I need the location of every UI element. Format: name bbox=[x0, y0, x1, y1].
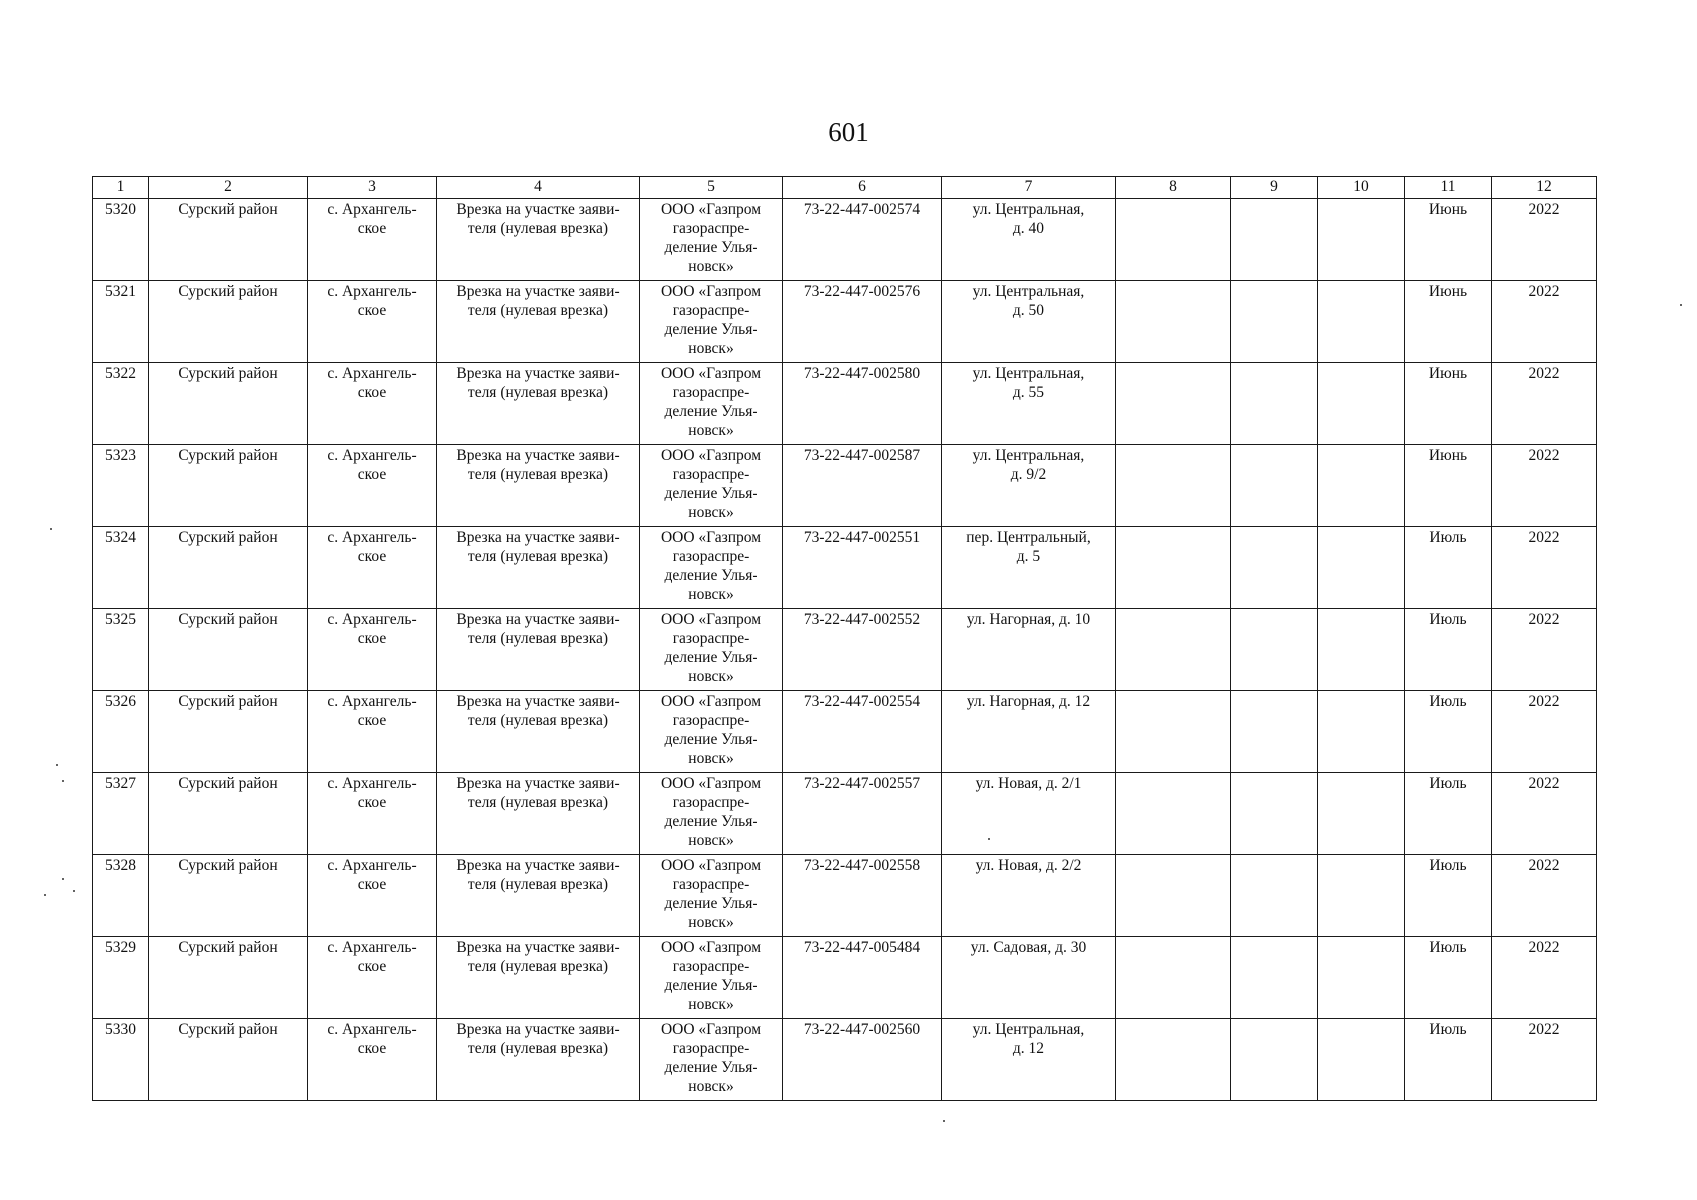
cell-work-type-line: теля (нулевая врезка) bbox=[467, 712, 609, 729]
cell-organization-line: новск» bbox=[688, 1078, 734, 1095]
cell-organization-line: деление Улья- bbox=[664, 567, 758, 584]
cell-organization bbox=[640, 445, 783, 527]
cell-organization-line: деление Улья- bbox=[664, 239, 758, 256]
cell-work-type bbox=[437, 937, 640, 1019]
scan-speck bbox=[62, 878, 64, 880]
cell-organization bbox=[640, 363, 783, 445]
cell-organization-line: новск» bbox=[688, 258, 734, 275]
cell-col-8 bbox=[1116, 855, 1231, 937]
cell-object-code: 73-22-447-002587 bbox=[783, 445, 942, 527]
cell-address-line: ул. Новая, д. 2/2 bbox=[975, 857, 1082, 874]
table-row bbox=[93, 609, 1597, 691]
cell-settlement-line: с. Архангель- bbox=[327, 283, 417, 300]
cell-organization-line: газораспре- bbox=[672, 794, 750, 811]
cell-organization-line: деление Улья- bbox=[664, 1059, 758, 1076]
cell-object-code: 73-22-447-002557 bbox=[783, 773, 942, 855]
cell-number: 5329 bbox=[93, 937, 149, 1019]
cell-work-type bbox=[437, 609, 640, 691]
cell-organization bbox=[640, 527, 783, 609]
cell-organization-line: газораспре- bbox=[672, 466, 750, 483]
cell-address bbox=[942, 281, 1116, 363]
scan-speck bbox=[1680, 304, 1682, 306]
cell-organization-line: ООО «Газпром bbox=[660, 857, 762, 874]
cell-district: Сурский район bbox=[149, 281, 308, 363]
cell-settlement bbox=[308, 1019, 437, 1101]
cell-month: Июнь bbox=[1405, 281, 1492, 363]
cell-organization-line: газораспре- bbox=[672, 876, 750, 893]
cell-organization-line: ООО «Газпром bbox=[660, 1021, 762, 1038]
cell-object-code: 73-22-447-002580 bbox=[783, 363, 942, 445]
cell-organization-line: газораспре- bbox=[672, 1040, 750, 1057]
cell-number: 5323 bbox=[93, 445, 149, 527]
cell-settlement-line: с. Архангель- bbox=[327, 693, 417, 710]
cell-address-line: д. 40 bbox=[1012, 220, 1045, 237]
cell-organization-line: новск» bbox=[688, 422, 734, 439]
page-number: 601 bbox=[828, 117, 869, 147]
cell-year: 2022 bbox=[1492, 937, 1597, 1019]
cell-district: Сурский район bbox=[149, 855, 308, 937]
cell-month: Июль bbox=[1405, 773, 1492, 855]
cell-work-type-line: теля (нулевая врезка) bbox=[467, 384, 609, 401]
cell-work-type-line: Врезка на участке заяви- bbox=[456, 365, 620, 382]
cell-organization-line: деление Улья- bbox=[664, 977, 758, 994]
cell-col-10 bbox=[1318, 527, 1405, 609]
cell-organization-line: газораспре- bbox=[672, 220, 750, 237]
table-row bbox=[93, 527, 1597, 609]
cell-work-type bbox=[437, 1019, 640, 1101]
cell-year: 2022 bbox=[1492, 609, 1597, 691]
cell-work-type-line: Врезка на участке заяви- bbox=[456, 775, 620, 792]
table-row bbox=[93, 199, 1597, 281]
cell-work-type-line: теля (нулевая врезка) bbox=[467, 548, 609, 565]
cell-settlement-line: ское bbox=[357, 876, 387, 893]
cell-organization-line: газораспре- bbox=[672, 712, 750, 729]
cell-col-8 bbox=[1116, 199, 1231, 281]
cell-col-8 bbox=[1116, 773, 1231, 855]
cell-month: Июнь bbox=[1405, 363, 1492, 445]
cell-work-type bbox=[437, 281, 640, 363]
cell-work-type bbox=[437, 527, 640, 609]
cell-organization-line: ООО «Газпром bbox=[660, 201, 762, 218]
cell-col-10 bbox=[1318, 363, 1405, 445]
cell-organization-line: деление Улья- bbox=[664, 403, 758, 420]
cell-col-8 bbox=[1116, 363, 1231, 445]
column-header-3: 3 bbox=[308, 177, 437, 199]
table-row bbox=[93, 363, 1597, 445]
cell-col-9 bbox=[1231, 1019, 1318, 1101]
cell-work-type-line: Врезка на участке заяви- bbox=[456, 283, 620, 300]
cell-settlement-line: ское bbox=[357, 302, 387, 319]
cell-object-code: 73-22-447-002551 bbox=[783, 527, 942, 609]
cell-organization-line: новск» bbox=[688, 586, 734, 603]
cell-col-10 bbox=[1318, 609, 1405, 691]
cell-organization-line: деление Улья- bbox=[664, 731, 758, 748]
cell-col-8 bbox=[1116, 445, 1231, 527]
cell-address-line: д. 9/2 bbox=[1010, 466, 1047, 483]
cell-work-type-line: Врезка на участке заяви- bbox=[456, 693, 620, 710]
column-header-8: 8 bbox=[1116, 177, 1231, 199]
table-header bbox=[93, 177, 1597, 199]
table-row bbox=[93, 281, 1597, 363]
cell-organization-line: ООО «Газпром bbox=[660, 693, 762, 710]
cell-address-line: ул. Нагорная, д. 12 bbox=[966, 693, 1091, 710]
cell-object-code: 73-22-447-002558 bbox=[783, 855, 942, 937]
cell-settlement-line: с. Архангель- bbox=[327, 529, 417, 546]
cell-settlement bbox=[308, 527, 437, 609]
cell-month: Июль bbox=[1405, 937, 1492, 1019]
cell-col-9 bbox=[1231, 855, 1318, 937]
cell-work-type-line: теля (нулевая врезка) bbox=[467, 220, 609, 237]
cell-month: Июль bbox=[1405, 527, 1492, 609]
cell-year: 2022 bbox=[1492, 199, 1597, 281]
cell-number: 5328 bbox=[93, 855, 149, 937]
table-row bbox=[93, 855, 1597, 937]
column-header-11: 11 bbox=[1405, 177, 1492, 199]
cell-work-type-line: Врезка на участке заяви- bbox=[456, 1021, 620, 1038]
cell-work-type-line: Врезка на участке заяви- bbox=[456, 201, 620, 218]
cell-organization-line: ООО «Газпром bbox=[660, 529, 762, 546]
cell-col-10 bbox=[1318, 691, 1405, 773]
cell-organization-line: ООО «Газпром bbox=[660, 283, 762, 300]
cell-settlement-line: ское bbox=[357, 384, 387, 401]
cell-col-9 bbox=[1231, 199, 1318, 281]
cell-col-10 bbox=[1318, 773, 1405, 855]
scan-speck bbox=[73, 890, 75, 892]
cell-number: 5325 bbox=[93, 609, 149, 691]
scan-speck bbox=[988, 838, 990, 840]
cell-work-type-line: теля (нулевая врезка) bbox=[467, 876, 609, 893]
gas-connection-table bbox=[92, 176, 1597, 1101]
cell-col-9 bbox=[1231, 363, 1318, 445]
cell-col-10 bbox=[1318, 1019, 1405, 1101]
cell-address bbox=[942, 527, 1116, 609]
cell-object-code: 73-22-447-002554 bbox=[783, 691, 942, 773]
cell-address bbox=[942, 445, 1116, 527]
cell-number: 5326 bbox=[93, 691, 149, 773]
cell-organization-line: деление Улья- bbox=[664, 649, 758, 666]
cell-year: 2022 bbox=[1492, 445, 1597, 527]
cell-address-line: ул. Центральная, bbox=[972, 201, 1085, 218]
cell-district: Сурский район bbox=[149, 527, 308, 609]
cell-col-10 bbox=[1318, 937, 1405, 1019]
cell-number: 5320 bbox=[93, 199, 149, 281]
header-row bbox=[93, 177, 1597, 199]
cell-col-8 bbox=[1116, 937, 1231, 1019]
cell-address bbox=[942, 773, 1116, 855]
scan-speck bbox=[56, 764, 58, 766]
cell-col-9 bbox=[1231, 773, 1318, 855]
cell-organization-line: новск» bbox=[688, 340, 734, 357]
cell-work-type-line: теля (нулевая врезка) bbox=[467, 302, 609, 319]
cell-district: Сурский район bbox=[149, 609, 308, 691]
cell-settlement-line: ское bbox=[357, 548, 387, 565]
cell-settlement-line: с. Архангель- bbox=[327, 365, 417, 382]
cell-month: Июль bbox=[1405, 855, 1492, 937]
cell-col-9 bbox=[1231, 445, 1318, 527]
cell-settlement bbox=[308, 363, 437, 445]
cell-settlement-line: ское bbox=[357, 220, 387, 237]
cell-year: 2022 bbox=[1492, 363, 1597, 445]
column-header-6: 6 bbox=[783, 177, 942, 199]
cell-organization-line: ООО «Газпром bbox=[660, 447, 762, 464]
cell-year: 2022 bbox=[1492, 527, 1597, 609]
cell-object-code: 73-22-447-002576 bbox=[783, 281, 942, 363]
cell-work-type bbox=[437, 445, 640, 527]
cell-month: Июль bbox=[1405, 609, 1492, 691]
cell-address-line: ул. Центральная, bbox=[972, 365, 1085, 382]
cell-district: Сурский район bbox=[149, 199, 308, 281]
cell-settlement-line: с. Архангель- bbox=[327, 939, 417, 956]
cell-organization-line: новск» bbox=[688, 504, 734, 521]
cell-work-type bbox=[437, 773, 640, 855]
column-header-7: 7 bbox=[942, 177, 1116, 199]
cell-settlement bbox=[308, 773, 437, 855]
cell-organization-line: газораспре- bbox=[672, 548, 750, 565]
cell-organization-line: газораспре- bbox=[672, 302, 750, 319]
cell-organization-line: новск» bbox=[688, 914, 734, 931]
cell-work-type-line: теля (нулевая врезка) bbox=[467, 958, 609, 975]
cell-work-type bbox=[437, 855, 640, 937]
scan-speck bbox=[62, 780, 64, 782]
cell-settlement-line: с. Архангель- bbox=[327, 201, 417, 218]
cell-organization-line: ООО «Газпром bbox=[660, 939, 762, 956]
cell-settlement bbox=[308, 281, 437, 363]
cell-settlement bbox=[308, 609, 437, 691]
cell-work-type bbox=[437, 199, 640, 281]
cell-col-10 bbox=[1318, 445, 1405, 527]
cell-address-line: ул. Центральная, bbox=[972, 283, 1085, 300]
cell-district: Сурский район bbox=[149, 937, 308, 1019]
cell-address-line: ул. Центральная, bbox=[972, 1021, 1085, 1038]
table-row bbox=[93, 1019, 1597, 1101]
column-header-12: 12 bbox=[1492, 177, 1597, 199]
cell-address bbox=[942, 691, 1116, 773]
cell-organization bbox=[640, 1019, 783, 1101]
cell-col-9 bbox=[1231, 609, 1318, 691]
cell-object-code: 73-22-447-002552 bbox=[783, 609, 942, 691]
cell-month: Июль bbox=[1405, 1019, 1492, 1101]
cell-organization-line: новск» bbox=[688, 750, 734, 767]
cell-settlement-line: ское bbox=[357, 958, 387, 975]
cell-settlement-line: ское bbox=[357, 466, 387, 483]
cell-year: 2022 bbox=[1492, 855, 1597, 937]
cell-col-8 bbox=[1116, 691, 1231, 773]
cell-col-10 bbox=[1318, 855, 1405, 937]
cell-district: Сурский район bbox=[149, 363, 308, 445]
cell-work-type-line: теля (нулевая врезка) bbox=[467, 1040, 609, 1057]
cell-number: 5321 bbox=[93, 281, 149, 363]
cell-address bbox=[942, 937, 1116, 1019]
cell-settlement-line: с. Архангель- bbox=[327, 857, 417, 874]
cell-district: Сурский район bbox=[149, 445, 308, 527]
cell-work-type-line: теля (нулевая врезка) bbox=[467, 794, 609, 811]
cell-year: 2022 bbox=[1492, 1019, 1597, 1101]
cell-col-9 bbox=[1231, 281, 1318, 363]
cell-organization-line: ООО «Газпром bbox=[660, 611, 762, 628]
cell-work-type bbox=[437, 363, 640, 445]
cell-number: 5330 bbox=[93, 1019, 149, 1101]
cell-col-10 bbox=[1318, 281, 1405, 363]
cell-organization-line: деление Улья- bbox=[664, 895, 758, 912]
cell-address-line: д. 55 bbox=[1012, 384, 1045, 401]
table-body bbox=[93, 199, 1597, 1101]
cell-organization bbox=[640, 855, 783, 937]
cell-work-type-line: теля (нулевая врезка) bbox=[467, 630, 609, 647]
cell-address bbox=[942, 855, 1116, 937]
cell-settlement bbox=[308, 691, 437, 773]
cell-organization bbox=[640, 281, 783, 363]
cell-address-line: ул. Новая, д. 2/1 bbox=[975, 775, 1082, 792]
cell-organization-line: деление Улья- bbox=[664, 321, 758, 338]
cell-col-10 bbox=[1318, 199, 1405, 281]
cell-work-type-line: Врезка на участке заяви- bbox=[456, 857, 620, 874]
cell-organization bbox=[640, 937, 783, 1019]
cell-settlement bbox=[308, 855, 437, 937]
cell-year: 2022 bbox=[1492, 773, 1597, 855]
column-header-4: 4 bbox=[437, 177, 640, 199]
cell-address-line: пер. Центральный, bbox=[966, 529, 1091, 546]
cell-work-type-line: Врезка на участке заяви- bbox=[456, 611, 620, 628]
column-header-9: 9 bbox=[1231, 177, 1318, 199]
cell-organization-line: новск» bbox=[688, 996, 734, 1013]
cell-col-9 bbox=[1231, 937, 1318, 1019]
cell-settlement bbox=[308, 937, 437, 1019]
cell-settlement-line: ское bbox=[357, 794, 387, 811]
cell-organization-line: ООО «Газпром bbox=[660, 775, 762, 792]
cell-col-9 bbox=[1231, 691, 1318, 773]
cell-number: 5322 bbox=[93, 363, 149, 445]
cell-number: 5327 bbox=[93, 773, 149, 855]
cell-address-line: ул. Нагорная, д. 10 bbox=[966, 611, 1091, 628]
cell-settlement-line: ское bbox=[357, 1040, 387, 1057]
cell-address bbox=[942, 609, 1116, 691]
scan-speck bbox=[44, 894, 46, 896]
cell-month: Июнь bbox=[1405, 199, 1492, 281]
cell-settlement-line: ское bbox=[357, 630, 387, 647]
cell-col-8 bbox=[1116, 609, 1231, 691]
cell-work-type-line: теля (нулевая врезка) bbox=[467, 466, 609, 483]
cell-object-code: 73-22-447-002574 bbox=[783, 199, 942, 281]
cell-settlement bbox=[308, 445, 437, 527]
cell-year: 2022 bbox=[1492, 691, 1597, 773]
cell-address bbox=[942, 199, 1116, 281]
column-header-2: 2 bbox=[149, 177, 308, 199]
table-row bbox=[93, 691, 1597, 773]
cell-settlement-line: ское bbox=[357, 712, 387, 729]
cell-address bbox=[942, 1019, 1116, 1101]
cell-address-line: ул. Центральная, bbox=[972, 447, 1085, 464]
cell-district: Сурский район bbox=[149, 773, 308, 855]
column-header-1: 1 bbox=[93, 177, 149, 199]
cell-organization-line: деление Улья- bbox=[664, 485, 758, 502]
scan-speck bbox=[50, 528, 52, 530]
cell-object-code: 73-22-447-002560 bbox=[783, 1019, 942, 1101]
cell-number: 5324 bbox=[93, 527, 149, 609]
cell-organization-line: газораспре- bbox=[672, 958, 750, 975]
cell-organization-line: газораспре- bbox=[672, 630, 750, 647]
cell-col-8 bbox=[1116, 1019, 1231, 1101]
table-row bbox=[93, 937, 1597, 1019]
table-row bbox=[93, 445, 1597, 527]
cell-address-line: д. 12 bbox=[1012, 1040, 1045, 1057]
cell-settlement-line: с. Архангель- bbox=[327, 1021, 417, 1038]
column-header-10: 10 bbox=[1318, 177, 1405, 199]
cell-organization-line: ООО «Газпром bbox=[660, 365, 762, 382]
cell-organization bbox=[640, 609, 783, 691]
cell-year: 2022 bbox=[1492, 281, 1597, 363]
cell-col-9 bbox=[1231, 527, 1318, 609]
cell-address-line: д. 5 bbox=[1016, 548, 1041, 565]
cell-organization-line: газораспре- bbox=[672, 384, 750, 401]
cell-organization-line: деление Улья- bbox=[664, 813, 758, 830]
cell-work-type-line: Врезка на участке заяви- bbox=[456, 447, 620, 464]
column-header-5: 5 bbox=[640, 177, 783, 199]
cell-month: Июль bbox=[1405, 691, 1492, 773]
cell-address-line: д. 50 bbox=[1012, 302, 1045, 319]
cell-address bbox=[942, 363, 1116, 445]
cell-settlement-line: с. Архангель- bbox=[327, 611, 417, 628]
cell-work-type bbox=[437, 691, 640, 773]
cell-organization bbox=[640, 199, 783, 281]
cell-organization bbox=[640, 691, 783, 773]
cell-month: Июнь bbox=[1405, 445, 1492, 527]
cell-work-type-line: Врезка на участке заяви- bbox=[456, 939, 620, 956]
cell-object-code: 73-22-447-005484 bbox=[783, 937, 942, 1019]
cell-organization bbox=[640, 773, 783, 855]
cell-col-8 bbox=[1116, 281, 1231, 363]
scan-speck bbox=[943, 1120, 945, 1122]
cell-organization-line: новск» bbox=[688, 832, 734, 849]
cell-district: Сурский район bbox=[149, 691, 308, 773]
cell-settlement bbox=[308, 199, 437, 281]
cell-address-line: ул. Садовая, д. 30 bbox=[970, 939, 1087, 956]
cell-district: Сурский район bbox=[149, 1019, 308, 1101]
cell-settlement-line: с. Архангель- bbox=[327, 447, 417, 464]
cell-settlement-line: с. Архангель- bbox=[327, 775, 417, 792]
table-row bbox=[93, 773, 1597, 855]
cell-organization-line: новск» bbox=[688, 668, 734, 685]
cell-col-8 bbox=[1116, 527, 1231, 609]
cell-work-type-line: Врезка на участке заяви- bbox=[456, 529, 620, 546]
